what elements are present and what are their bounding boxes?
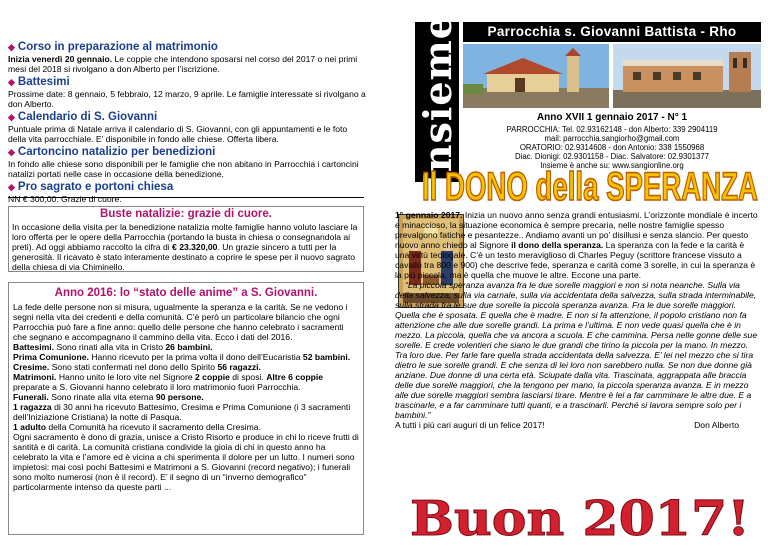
buste-text: In occasione della visita per la benedizione natalizia molte famiglie hanno voluto lasciare la loro offerta per le opere della Parrocchia (portando la busta in chiesa o consegnandola ai preti). Ad oggi abbiamo raccolto la cifra di [12, 222, 358, 252]
buste-text-end: . Un grazie sincero a tutti per la generosità. Il ricavato è stato interamente destinato a coprire le spese per il nuovo sagrato della chiesa di via Chiminello. [12, 242, 355, 272]
parish-banner: Parrocchia s. Giovanni Battista - Rho [463, 22, 761, 42]
matrimoni-label: Matrimoni. [13, 372, 57, 382]
church-photos [463, 44, 761, 108]
diamond-bullet-icon: ◆ [8, 77, 15, 87]
headline [418, 160, 762, 208]
notice-text: Puntuale prima di Natale arriva il calendario di S. Giovanni, con gli appuntamenti e le foto della vita parrocchiale. E’ disponibile in fondo alle chiese. Offerta libera. [8, 124, 348, 144]
greeting [405, 487, 755, 543]
greeting-text: Buon 2017! [410, 491, 750, 543]
notice-title: Cartoncino natalizio per benedizioni [17, 146, 216, 158]
ragazza-count: 1 ragazza [13, 402, 52, 412]
notice-battesimi [8, 75, 366, 109]
notice-title: Calendario di S. Giovanni [17, 111, 158, 123]
divider [8, 197, 364, 198]
contact-diaconi: Diac. Dionigi: 02.9301158 - Diac. Salvatore: 02.9301377 [514, 152, 710, 161]
notice-text: Prossime date: 8 gennaio, 5 febbraio, 12 marzo, 9 aprile. Le famiglie interessate si rivolgano a don Alberto. [8, 89, 366, 109]
buste-box [8, 206, 364, 272]
notice-text: Le coppie che intendono sposarsi nel corso del 2017 o nei primi mesi del 2018 si rivolgano a don Alberto per l’iscrizione. [8, 54, 358, 74]
article-signature: Don Alberto [694, 420, 739, 430]
article-highlight: il dono della speranza. [511, 240, 604, 250]
diamond-bullet-icon: ◆ [8, 182, 15, 192]
notice-cartoncino [8, 145, 366, 179]
church-photo-right [613, 44, 761, 108]
adulto-text: della Comunità ha ricevuto il sacramento della Cresima. [45, 422, 261, 432]
ragazza-text: di 30 anni ha ricevuto Battesimo, Cresima e Prima Comunione (i 3 sacramenti dell’Iniziazione Cristiana) la notte di Pasqua. [13, 402, 351, 422]
comunione-text: Hanno ricevuto per la prima volta il dono dell’Eucaristia [88, 352, 303, 362]
buste-title: Buste natalizie: grazie di cuore. [100, 208, 272, 220]
funerali-label: Funerali. [13, 392, 49, 402]
article-text: La speranza con la fede e la carità è una virtù teologale. C’è un testo meraviglioso di Charles Peguy (scrittore francese vissuto a cavallo tra 800 e 900) che descrive fede, speranza e carità come 3 sorelle, in cui la speranza è la più piccola, ma è quella che muove le altre. Eccone una parte. [395, 240, 756, 280]
anno-intro: La fede delle persone non si misura, ugualmente la speranza e la carità. Se ne vedono i segni nella vita dei credenti e della comunità. C’è però un particolare bilancio che ogni Parrocchia può fare a fine anno: quello delle persone che hanno celebrato i sacramenti che segnano e accompagnano il cammino della vita. Ecco i dati del 2016. [13, 302, 348, 342]
contact-website: Insieme è anche su: www.sangionline.org [540, 161, 684, 170]
anno-title: Anno 2016: lo “stato delle anime” a S. Giovanni. [54, 287, 318, 299]
contact-mail: mail: parrocchia.sangiorho@gmail.com [544, 134, 680, 143]
matrimoni-count: 2 coppie [195, 372, 230, 382]
diamond-bullet-icon: ◆ [8, 42, 15, 52]
funerali-text: Sono rinate alla vita eterna [48, 392, 156, 402]
editorial-article [395, 210, 759, 430]
notice-text: In fondo alle chiese sono disponibili per le famiglie che non abitano in Parrocchia i cartoncini natalizi portati nelle case in occasione della benedizione. [8, 159, 359, 179]
diamond-bullet-icon: ◆ [8, 147, 15, 157]
funerali-count: 90 persone. [155, 392, 204, 402]
adulto-count: 1 adulto [13, 422, 46, 432]
notice-text: NN € 300,00. Grazie di cuore. [8, 194, 122, 204]
notices-column [8, 40, 366, 205]
diamond-bullet-icon: ◆ [8, 112, 15, 122]
issue-line: Anno XVII 1 gennaio 2017 - N° 1 [536, 112, 688, 123]
masthead-title: Insieme [414, 13, 460, 191]
contact-parrocchia: PARROCCHIA: Tel. 02.93162148 - don Alberto: 339 2904119 [506, 125, 718, 134]
peguy-quote: “La piccola speranza avanza fra le due sorelle maggiori e non si nota neanche. Sulla via della salvezza, sulla via carnale, sulla via accidentata della salvezza, sulla strada interminabile, sulla strada fra le sue due sorelle la piccola speranza avanza. Fra le due sorelle maggiori. Quella che è sposata. E quella che è madre. E non si fa attenzione, il popolo cristiano non fa attenzione che alle due sorelle grandi. La prima e l’ultima. E non vede quasi quella che è in mezzo. La piccola, quella che va ancora a scuola. E che cammina. Persa nelle gonne delle sue sorelle. E crede volentieri che siano le due grandi che tirino la piccola per la mano. In mezzo. Tra loro due. Per farle fare quella strada accidentata della salvezza. E’ lei nel mezzo che si tira dietro le sue sorelle grandi. E che senza di lei loro non sarebbero nulla. Se non due donne già anziane. Due donne di una certa età. Sciupate dalla vita. Trascinata, aggrappata alle braccia delle due sorelle maggiori, che la tengono per mano, la piccola speranza avanza. E in mezzo alle due sorelle maggiori sembra lasciarsi tirare. Mentre è lei a far camminare le altre due. E a trascinarle, e a far camminare tutti quanti, e a trascinarli. Perché si lavora sempre solo per i bambini.” [395, 280, 758, 420]
battesimi-text: Sono rinati alla vita in Cristo [54, 342, 166, 352]
comunione-count: 52 bambini. [302, 352, 351, 362]
church-photo-left [463, 44, 609, 108]
matrimoni-text: preparate a S. Giovanni hanno celebrato il loro matrimonio fuori Parrocchia. [13, 382, 301, 392]
notice-sagrato [8, 180, 366, 204]
matrimoni-text: di sposi. [229, 372, 267, 382]
comunione-label: Prima Comunione. [13, 352, 89, 362]
cresime-count: 56 ragazzi. [217, 362, 261, 372]
contact-oratorio: ORATORIO: 02.9314608 - don Antonio: 338 1550968 [519, 143, 705, 152]
article-date: 1° gennaio 2017. [395, 210, 463, 220]
anno-closing: Ogni sacramento è dono di grazia, unisce a Cristo Risorto e produce in chi lo riceve frutti di santità e di carità. La comunità cristiana condivide la gioia di chi in questo anno ha celebrato la vita e l’amore ed è vicina a chi sperimenta il dolore per un lutto. I numeri sono impietosi: mai così pochi Battesimi e Matrimoni a S. Giovanni (record negativo); i funerali sono molto numerosi (non è il record). E’ il segno di un “inverno demografico” particolarmente intenso da queste parti ... [13, 432, 359, 492]
cresime-label: Cresime. [13, 362, 50, 372]
buste-amount: € 23.320,00 [172, 242, 218, 252]
cresime-text: Sono stati confermati nel dono dello Spirito [49, 362, 218, 372]
notice-title: Corso in preparazione al matrimonio [17, 41, 218, 53]
notice-corso [8, 40, 366, 74]
matrimoni-count-outside: Altre 6 coppie [266, 372, 324, 382]
article-text: Inizia un nuovo anno senza grandi entusiasmi. L’orizzonte mondiale è incerto e minaccioso, la situazione economica è sempre precaria, nelle nostre famiglie spesso prevalgono fatiche e pesantezze.. Andiamo avanti un po’ disillusi e senza slancio. Per questo nuovo anno chiedo al Signore [395, 210, 758, 250]
notice-title: Pro sagrato e portoni chiesa [17, 181, 174, 193]
matrimoni-text: Hanno unito le loro vite nel Signore [56, 372, 195, 382]
notice-calendario [8, 110, 366, 144]
article-closing: A tutti i più cari auguri di un felice 2017! [395, 420, 545, 430]
battesimi-count: 26 bambini. [165, 342, 213, 352]
headline-text: Il DONO della SPERANZA [422, 165, 758, 208]
anno-box [8, 282, 364, 535]
notice-title: Battesimi [17, 76, 70, 88]
notice-text-bold: Inizia venerdì 20 gennaio. [8, 54, 113, 64]
battesimi-label: Battesimi. [13, 342, 55, 352]
masthead-title-block [414, 13, 460, 191]
